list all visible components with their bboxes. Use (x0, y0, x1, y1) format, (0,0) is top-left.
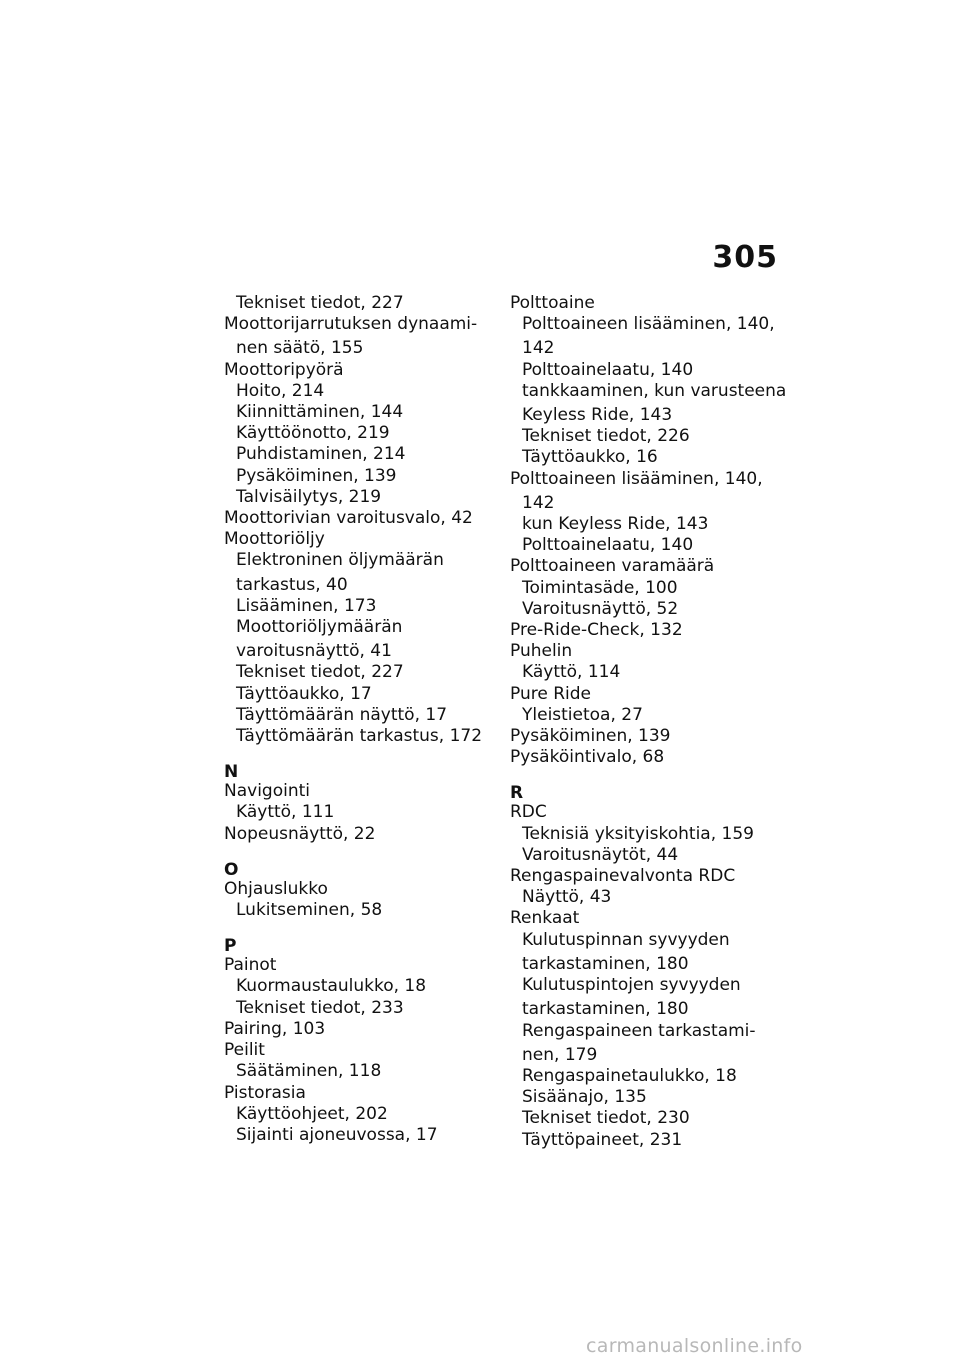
index-subentry: Käyttö, 111 (236, 802, 335, 823)
index-subentry: tarkastus, 40 (236, 574, 348, 595)
index-entry: Pure Ride (510, 683, 591, 704)
index-entry: Polttoaineen lisääminen, 140, (510, 468, 763, 489)
index-entry: Ohjauslukko (224, 878, 328, 899)
index-subentry: Tekniset tiedot, 226 (522, 426, 690, 447)
index-letter-heading: N (224, 762, 239, 783)
index-subentry: Kiinnittäminen, 144 (236, 402, 404, 423)
index-subentry: Polttoainelaatu, 140 (522, 359, 694, 380)
index-entry: Puhelin (510, 641, 573, 662)
index-letter-heading: R (510, 783, 524, 804)
index-subentry: tarkastaminen, 180 (522, 999, 689, 1020)
index-entry: Moottorijarrutuksen dynaami- (224, 314, 478, 335)
index-entry: Polttoaine (510, 293, 595, 313)
index-subentry: Polttoaineen lisääminen, 140, (522, 314, 775, 335)
index-subentry: Täyttöpaineet, 231 (522, 1129, 683, 1150)
index-entry: RDC (510, 802, 547, 823)
index-subentry: Keyless Ride, 143 (522, 405, 673, 426)
index-entry: Pysäköintivalo, 68 (510, 747, 665, 768)
index-entry: Polttoaineen varamäärä (510, 556, 715, 577)
index-entry: Rengaspainevalvonta RDC (510, 866, 736, 887)
index-entry: Painot (224, 955, 277, 976)
index-letter-heading: P (224, 936, 237, 957)
index-entry: Navigointi (224, 781, 310, 802)
index-subentry: Moottoriöljymäärän (236, 617, 403, 638)
watermark-text: carmanualsonline.info (586, 1335, 803, 1357)
index-subentry: Rengaspainetaulukko, 18 (522, 1065, 737, 1086)
index-entry: Renkaat (510, 908, 580, 929)
index-subentry: Täyttömäärän tarkastus, 172 (236, 726, 483, 747)
index-subentry: Täyttöaukko, 17 (236, 683, 372, 704)
index-entry: Pairing, 103 (224, 1018, 326, 1039)
index-column-right (510, 293, 787, 1151)
index-entry: Nopeusnäyttö, 22 (224, 823, 376, 844)
index-subentry: Varoitusnäytöt, 44 (522, 844, 679, 865)
index-subentry: Käyttö, 114 (522, 662, 621, 683)
index-subentry: Täyttöaukko, 16 (522, 447, 658, 468)
index-entry: Moottoripyörä (224, 359, 344, 380)
index-subentry: Sijainti ajoneuvossa, 17 (236, 1124, 438, 1145)
page-number: 305 (712, 240, 778, 275)
index-subentry: Kulutuspintojen syvyyden (522, 975, 741, 996)
index-subentry: Täyttömäärän näyttö, 17 (236, 704, 448, 725)
index-subentry: Talvisäilytys, 219 (236, 486, 382, 507)
index-column-left (224, 293, 494, 1146)
index-subentry: Rengaspaineen tarkastami- (522, 1020, 756, 1041)
index-subentry: Näyttö, 43 (522, 887, 612, 908)
index-subentry: varoitusnäyttö, 41 (236, 641, 392, 662)
index-subentry: Yleistietoa, 27 (522, 704, 643, 725)
index-subentry: Puhdistaminen, 214 (236, 444, 406, 465)
index-subentry: Kuormaustaulukko, 18 (236, 976, 427, 997)
index-subentry: tankkaaminen, kun varusteena (522, 380, 787, 401)
index-subentry: Pysäköiminen, 139 (236, 465, 397, 486)
index-entry: Moottoriöljy (224, 529, 325, 550)
index-subentry: Käyttöönotto, 219 (236, 423, 390, 444)
index-subentry: 142 (522, 338, 555, 359)
index-subentry: Varoitusnäyttö, 52 (522, 598, 679, 619)
index-entry: Peilit (224, 1040, 265, 1061)
index-subentry: Lisääminen, 173 (236, 595, 377, 616)
index-subentry: tarkastaminen, 180 (522, 953, 689, 974)
index-entry: Pre-Ride-Check, 132 (510, 620, 683, 641)
index-subentry: Lukitseminen, 58 (236, 900, 383, 921)
index-subentry: nen, 179 (522, 1044, 598, 1065)
index-subentry: Tekniset tiedot, 233 (236, 997, 404, 1018)
index-subentry: kun Keyless Ride, 143 (522, 514, 709, 535)
index-subentry: Teknisiä yksityiskohtia, 159 (522, 823, 754, 844)
index-subentry: Tekniset tiedot, 227 (236, 293, 404, 313)
index-subentry: nen säätö, 155 (236, 338, 364, 359)
index-subentry: Toimintasäde, 100 (522, 577, 678, 598)
index-entry: Pysäköiminen, 139 (510, 726, 671, 747)
index-letter-heading: O (224, 859, 239, 880)
index-subentry: Käyttöohjeet, 202 (236, 1103, 388, 1124)
index-subentry: Polttoainelaatu, 140 (522, 535, 694, 556)
index-subentry: Elektroninen öljymäärän (236, 550, 444, 571)
index-entry: Pistorasia (224, 1082, 306, 1103)
index-subentry: 142 (522, 492, 555, 513)
index-subentry: Hoito, 214 (236, 380, 325, 401)
index-subentry: Kulutuspinnan syvyyden (522, 929, 730, 950)
index-entry: Moottorivian varoitusvalo, 42 (224, 508, 473, 529)
index-subentry: Tekniset tiedot, 227 (236, 662, 404, 683)
index-subentry: Säätäminen, 118 (236, 1061, 382, 1082)
index-subentry: Tekniset tiedot, 230 (522, 1108, 690, 1129)
index-subentry: Sisäänajo, 135 (522, 1087, 647, 1108)
